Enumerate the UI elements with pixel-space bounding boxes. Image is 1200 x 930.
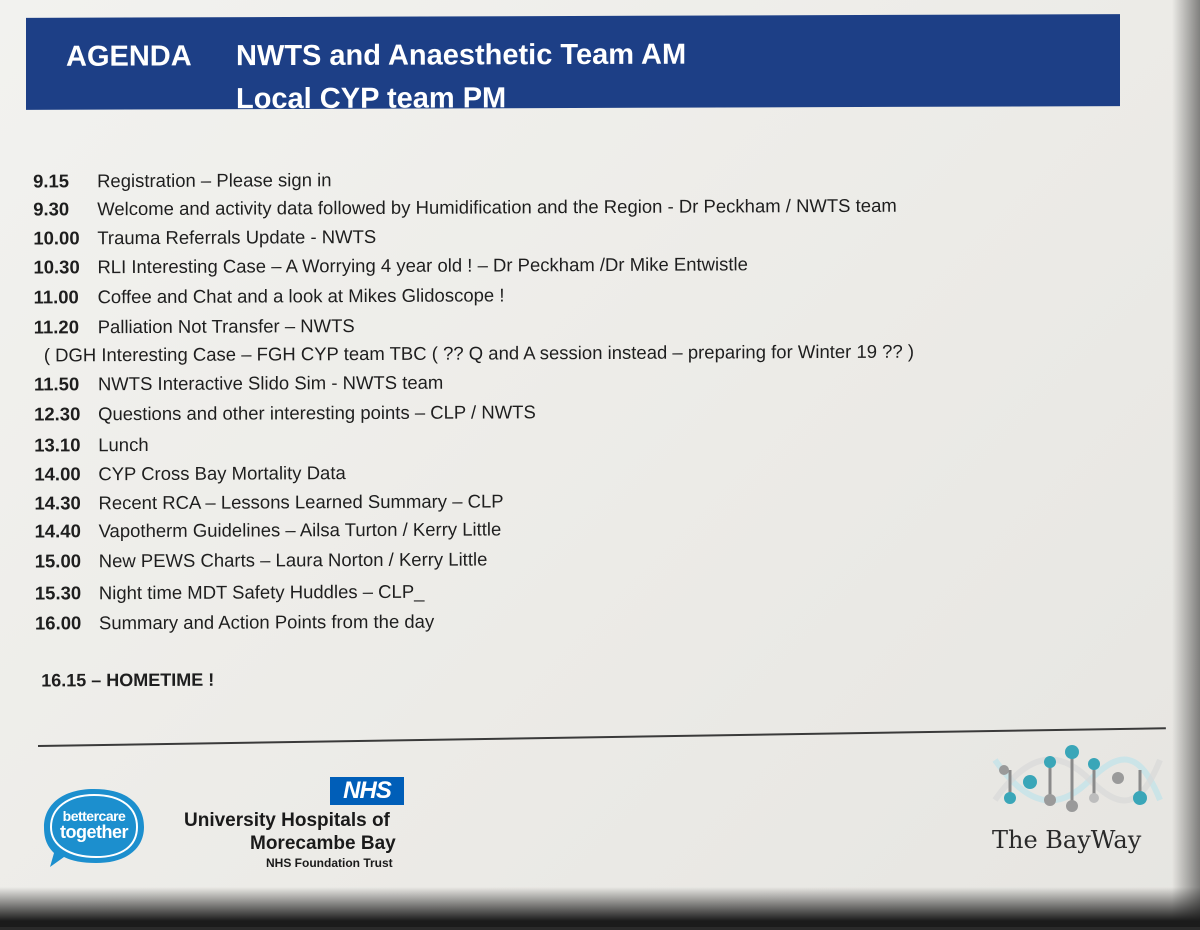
agenda-row xyxy=(33,195,897,221)
agenda-item: Trauma Referrals Update - NWTS xyxy=(97,225,377,249)
agenda-time: 16.00 xyxy=(34,612,82,634)
agenda-time: 12.30 xyxy=(34,403,81,425)
agenda-item: Questions and other interesting points – CLP / NWTS xyxy=(98,401,536,425)
hometime-line: 16.15 – HOMETIME ! xyxy=(41,669,215,691)
agenda-time: 15.30 xyxy=(34,582,82,604)
agenda-time: 14.30 xyxy=(34,492,81,514)
agenda-item: NWTS Interactive Slido Sim - NWTS team xyxy=(97,371,444,395)
agenda-time: 15.00 xyxy=(34,550,82,572)
agenda-row xyxy=(35,581,425,605)
agenda-time: 9.15 xyxy=(32,170,70,192)
agenda-row xyxy=(34,490,503,514)
pm-team-heading: Local CYP team PM xyxy=(236,82,507,116)
agenda-item: Registration – Please sign in xyxy=(96,169,332,192)
agenda-time: 11.00 xyxy=(33,286,79,308)
agenda-note: ( DGH Interesting Case – FGH CYP team TBC ( ?? Q and A session instead – preparing for Winter 19 ?? ) xyxy=(43,340,915,366)
screen-bottom-edge xyxy=(0,887,1200,927)
bayway-wordmark: The BayWay xyxy=(992,826,1142,854)
agenda-row xyxy=(34,434,149,456)
agenda-time: 14.40 xyxy=(34,520,81,542)
agenda-row xyxy=(34,315,355,338)
agenda-heading: AGENDA xyxy=(66,40,192,73)
agenda-row xyxy=(34,462,346,485)
bayway-dna-logo xyxy=(990,740,1165,820)
trust-name-line-1: University Hospitals of xyxy=(184,810,390,831)
nhs-logo: NHS xyxy=(330,777,404,805)
agenda-time: 13.10 xyxy=(34,434,81,456)
agenda-item: CYP Cross Bay Mortality Data xyxy=(98,462,346,485)
better-care-together-logo xyxy=(42,783,146,869)
agenda-row xyxy=(33,169,332,192)
agenda-item: Vapotherm Guidelines – Ailsa Turton / Kerry Little xyxy=(98,518,502,542)
agenda-item: Coffee and Chat and a look at Mikes Glidoscope ! xyxy=(97,284,505,308)
agenda-row xyxy=(33,284,504,308)
agenda-item: Palliation Not Transfer – NWTS xyxy=(97,315,355,338)
agenda-time: 10.00 xyxy=(33,227,80,249)
agenda-item: Lunch xyxy=(98,433,149,456)
agenda-item: RLI Interesting Case – A Worrying 4 year old ! – Dr Peckham /Dr Mike Entwistle xyxy=(97,253,748,278)
bct-wordmark xyxy=(42,809,146,841)
agenda-row xyxy=(35,548,488,572)
agenda-row xyxy=(33,226,376,249)
bct-line-1: bettercare xyxy=(62,808,126,824)
agenda-item: Summary and Action Points from the day xyxy=(98,610,435,634)
agenda-item: Recent RCA – Lessons Learned Summary – CLP xyxy=(98,490,504,514)
agenda-time: 11.50 xyxy=(33,373,80,395)
agenda-row xyxy=(35,518,502,542)
agenda-time: 10.30 xyxy=(33,256,80,278)
bct-line-2: together xyxy=(60,822,128,842)
agenda-row xyxy=(34,401,536,425)
trust-name-line-3: NHS Foundation Trust xyxy=(266,856,393,870)
am-team-heading: NWTS and Anaesthetic Team AM xyxy=(236,38,687,73)
agenda-row xyxy=(34,372,443,396)
agenda-row xyxy=(35,611,434,635)
agenda-item: Welcome and activity data followed by Humidification and the Region - Dr Peckham / NWTS team xyxy=(97,194,897,220)
agenda-time: 14.00 xyxy=(34,463,81,485)
agenda-row xyxy=(33,253,748,278)
agenda-time: 9.30 xyxy=(33,198,70,220)
trust-name-line-2: Morecambe Bay xyxy=(250,833,396,854)
projector-edge-shadow xyxy=(1172,0,1200,927)
agenda-item: New PEWS Charts – Laura Norton / Kerry Little xyxy=(98,548,488,572)
agenda-time: 11.20 xyxy=(33,316,80,338)
agenda-item: Night time MDT Safety Huddles – CLP_ xyxy=(98,580,425,604)
